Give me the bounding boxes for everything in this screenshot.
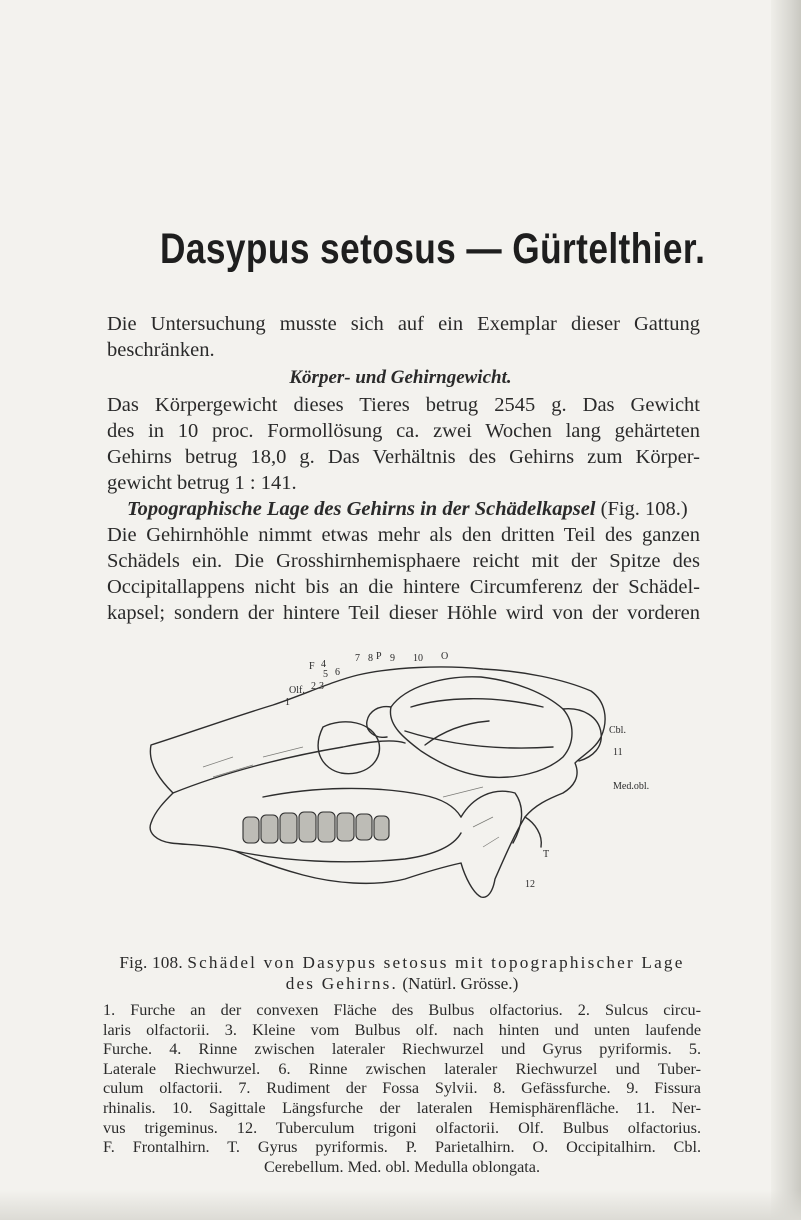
legend-line-9: Cerebellum. Med. obl. Medulla oblongata. — [263, 1157, 541, 1176]
intro-paragraph — [107, 311, 700, 363]
caption-size-note: (Natürl. Grösse.) — [402, 974, 519, 993]
topography-paragraph — [107, 496, 700, 626]
tooth — [318, 812, 335, 842]
legend-line-1: 1. Furche an der convexen Fläche des Bulbus olfactorius. 2. Sulcus circu- — [103, 1001, 701, 1019]
tooth — [280, 813, 297, 843]
tooth — [337, 813, 354, 841]
section-heading-topography: Topographische Lage des Gehirns in der Schädelkapsel — [127, 498, 596, 520]
label-Med: Med.obl. — [613, 781, 650, 792]
weights-line-3: Gehirns betrug 18,0 g. Das Verhältnis des Gehirns zum Körper- — [107, 446, 700, 468]
tooth — [243, 817, 259, 843]
intro-line-2: beschränken. — [107, 339, 215, 361]
figure-caption — [103, 952, 701, 1177]
ramus — [461, 791, 522, 843]
occipital-condyle — [525, 817, 541, 847]
figure-reference: (Fig. 108.) — [600, 498, 688, 520]
legend-line-8: F. Frontalhirn. T. Gyrus pyriformis. P. Parietalhirn. O. Occipitalhirn. Cbl. — [103, 1138, 701, 1157]
legend-line-2: laris olfactorii. 3. Kleine vom Bulbus olf. nach hinten und unten laufende — [103, 1020, 701, 1039]
label-n11: 11 — [613, 747, 623, 758]
intro-line-1: Die Untersuchung musste sich auf ein Exemplar dieser Gattung — [107, 313, 700, 335]
sylvian-line — [425, 721, 489, 745]
rhinal-line — [405, 731, 553, 748]
legend-line-7: vus trigeminus. 12. Tuberculum trigoni olfactorii. Olf. Bulbus olfactorius. — [103, 1118, 701, 1137]
topography-line-3: Occipitallappens nicht bis an die hintere Circumferenz der Schädel- — [107, 576, 700, 598]
tooth — [299, 812, 316, 842]
caption-title-2: des Gehirns. — [285, 974, 399, 993]
label-F: F — [309, 661, 315, 672]
caption-head — [103, 952, 701, 973]
label-n8: 8 — [368, 653, 373, 664]
label-n7: 7 — [355, 653, 360, 664]
label-n9: 9 — [390, 653, 395, 664]
caption-legend — [103, 1001, 701, 1177]
brain-outline — [390, 677, 572, 778]
sagittal-line — [411, 699, 543, 707]
tooth — [374, 816, 389, 840]
label-Cbl: Cbl. — [609, 725, 626, 736]
topography-line-4: kapsel; sondern der hintere Teil dieser Höhle wird von der vorderen — [107, 602, 700, 624]
label-n12: 12 — [525, 879, 535, 890]
tooth — [356, 814, 372, 840]
legend-line-6: rhinalis. 10. Sagittale Längsfurche der lateralen Hemisphärenfläche. 11. Ner- — [103, 1098, 701, 1117]
page-edge-shadow — [771, 0, 801, 1220]
tooth — [261, 815, 278, 843]
olfactory-bulb — [367, 707, 391, 738]
label-n6: 6 — [335, 667, 340, 678]
caption-fig-no: Fig. 108. — [119, 953, 183, 972]
caption-title: Schädel von Dasypus setosus mit topographischer Lage — [187, 953, 685, 972]
caption-head-line-2 — [103, 973, 701, 994]
weights-paragraph — [107, 392, 700, 496]
legend-line-5: culum olfactorii. 7. Rudiment der Fossa Sylvii. 8. Gefässfurche. 9. Fissura — [103, 1079, 701, 1098]
page-bottom-shadow — [0, 1190, 801, 1220]
weights-line-1: Das Körpergewicht dieses Tieres betrug 2545 g. Das Gewicht — [107, 394, 700, 416]
label-n5: 5 — [323, 669, 328, 680]
skull-figure — [143, 647, 650, 917]
legend-line-3: Furche. 4. Rinne zwischen lateraler Riechwurzel und Gyrus pyriformis. 5. — [103, 1040, 701, 1059]
label-O: O — [441, 651, 449, 662]
skull-outline — [150, 667, 605, 897]
legend-line-4: Laterale Riechwurzel. 6. Rinne zwischen lateraler Riechwurzel und Tuber- — [103, 1059, 701, 1078]
teeth-row — [243, 812, 389, 843]
label-n2: 2 — [311, 681, 316, 692]
topography-heading-line — [107, 496, 700, 522]
label-n10: 10 — [413, 653, 423, 664]
weights-line-4: gewicht betrug 1 : 141. — [107, 472, 297, 494]
label-P: P — [376, 651, 382, 662]
topography-line-2: Schädels ein. Die Grosshirnhemisphaere reicht mit der Spitze des — [107, 550, 700, 572]
figure-labels — [285, 651, 649, 890]
skull-drawing — [150, 667, 605, 897]
orbit — [318, 722, 379, 774]
label-n4: 4 — [321, 659, 326, 670]
label-T: T — [543, 849, 550, 860]
page-title: Dasypus setosus — Gürtelthier. — [160, 225, 706, 273]
label-n3: 3 — [319, 681, 324, 692]
label-Olf: Olf. — [289, 685, 305, 696]
label-n1: 1 — [285, 697, 290, 708]
weights-line-2: des in 10 proc. Formollösung ca. zwei Wochen lang gehärteten — [107, 420, 700, 442]
section-heading-weights: Körper- und Gehirngewicht. — [289, 367, 512, 388]
topography-line-1: Die Gehirnhöhle nimmt etwas mehr als den dritten Teil des ganzen — [107, 524, 700, 546]
